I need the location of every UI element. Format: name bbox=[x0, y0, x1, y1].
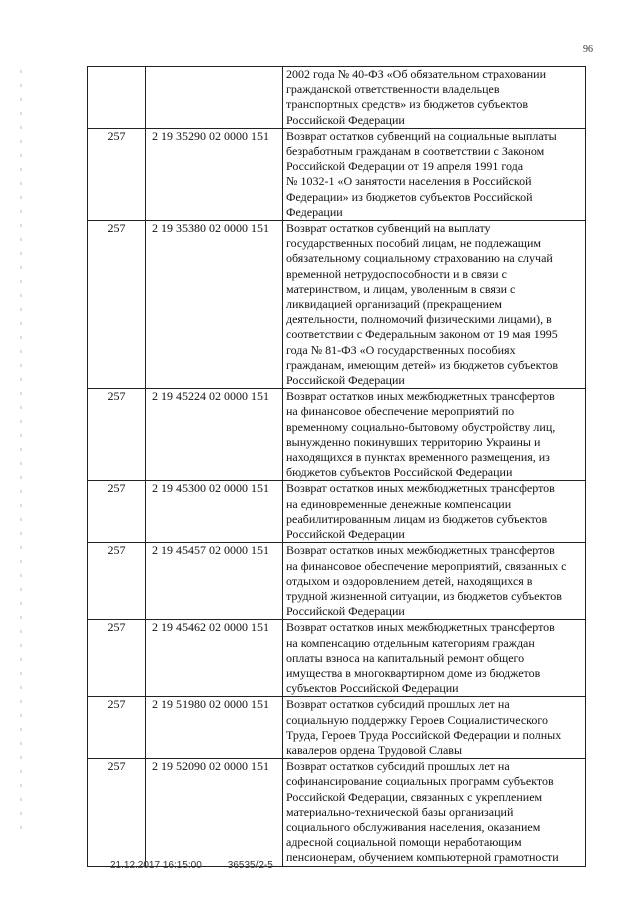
table-row bbox=[88, 389, 586, 481]
description-cell bbox=[283, 389, 586, 481]
description-line: обязательному социальному страхованию на случай bbox=[286, 251, 553, 266]
description-cell bbox=[283, 620, 586, 697]
description-line: на единовременные денежные компенсации bbox=[286, 496, 512, 511]
description-line: ликвидацией организаций (прекращением bbox=[286, 297, 503, 312]
description-line: Возврат остатков субсидий прошлых лет на bbox=[286, 759, 510, 774]
table-row bbox=[88, 481, 586, 543]
table-row bbox=[88, 759, 586, 866]
description-line: соответствии с Федеральным законом от 19 мая 1995 bbox=[286, 327, 558, 342]
description-line: вынужденно покинувших территорию Украины и bbox=[286, 434, 541, 449]
description-line: Федерации» из бюджетов субъектов Российской bbox=[286, 189, 533, 204]
description-line: Возврат остатков субвенций на социальные выплаты bbox=[286, 128, 557, 143]
description-line: кавалеров ордена Трудовой Славы bbox=[286, 742, 463, 757]
description-line: имущества в многоквартирном доме из бюджетов bbox=[286, 665, 541, 680]
admin-code-cell: 257 bbox=[88, 481, 146, 543]
table-row bbox=[88, 543, 586, 620]
description-line: на финансовое обеспечение мероприятий по bbox=[286, 404, 515, 419]
description-line: транспортных средств» из бюджетов субъектов bbox=[286, 97, 529, 112]
admin-code-cell: 257 bbox=[88, 697, 146, 759]
description-cell bbox=[283, 697, 586, 759]
description-cell bbox=[283, 543, 586, 620]
budget-code-cell: 2 19 51980 02 0000 151 bbox=[146, 697, 283, 759]
admin-code-cell: 257 bbox=[88, 759, 146, 866]
admin-code-cell bbox=[88, 67, 146, 129]
budget-code-cell: 2 19 35290 02 0000 151 bbox=[146, 128, 283, 220]
description-line: трудной жизненной ситуации, из бюджетов субъектов bbox=[286, 588, 562, 603]
description-line: года № 81-ФЗ «О государственных пособиях bbox=[286, 342, 516, 357]
description-line: Российской Федерации bbox=[286, 604, 405, 619]
description-line: Труда, Героев Труда Российской Федерации и полных bbox=[286, 727, 562, 742]
description-line: безработным гражданам в соответствии с Законом bbox=[286, 144, 545, 159]
footer-timestamp: 21.12.2017 16:15:00 bbox=[110, 860, 202, 871]
description-line: материально-технической базы организаций bbox=[286, 804, 514, 819]
description-line: на финансовое обеспечение мероприятий, связанных с bbox=[286, 558, 567, 573]
description-line: 2002 года № 40-ФЗ «Об обязательном страховании bbox=[286, 67, 547, 81]
description-line: Возврат остатков иных межбюджетных трансфертов bbox=[286, 389, 555, 404]
description-line: Российской Федерации, связанных с укреплением bbox=[286, 789, 543, 804]
page-number: 96 bbox=[583, 44, 593, 55]
description-cell bbox=[283, 759, 586, 866]
description-line: Возврат остатков субсидий прошлых лет на bbox=[286, 697, 510, 712]
scan-edge-artifact bbox=[20, 70, 22, 830]
budget-code-cell: 2 19 52090 02 0000 151 bbox=[146, 759, 283, 866]
description-line: Возврат остатков иных межбюджетных трансфертов bbox=[286, 481, 555, 496]
description-line: находящихся в пунктах временного размещения, из bbox=[286, 450, 550, 465]
description-line: временному социально-бытовому обустройству лиц, bbox=[286, 419, 556, 434]
description-cell bbox=[283, 481, 586, 543]
description-cell bbox=[283, 128, 586, 220]
description-line: на компенсацию отдельным категориям граждан bbox=[286, 635, 535, 650]
table-row bbox=[88, 128, 586, 220]
description-line: временной нетрудоспособности и в связи с bbox=[286, 266, 507, 281]
budget-code-cell bbox=[146, 67, 283, 129]
description-line: Российской Федерации от 19 апреля 1991 года bbox=[286, 159, 524, 174]
admin-code-cell: 257 bbox=[88, 128, 146, 220]
description-line: пенсионерам, обучением компьютерной грамотности bbox=[286, 850, 559, 865]
admin-code-cell: 257 bbox=[88, 389, 146, 481]
description-line: социальную поддержку Героев Социалистического bbox=[286, 712, 549, 727]
description-line: оплаты взноса на капитальный ремонт общего bbox=[286, 650, 525, 665]
admin-code-cell: 257 bbox=[88, 620, 146, 697]
footer-document-id: 36535/2-5 bbox=[227, 860, 273, 871]
description-cell bbox=[283, 221, 586, 389]
description-line: Российской Федерации bbox=[286, 373, 405, 388]
description-line: софинансирование социальных программ субъектов bbox=[286, 774, 554, 789]
description-line: Возврат остатков субвенций на выплату bbox=[286, 221, 491, 236]
budget-code-cell: 2 19 45224 02 0000 151 bbox=[146, 389, 283, 481]
table-row bbox=[88, 697, 586, 759]
description-line: гражданской ответственности владельцев bbox=[286, 82, 500, 97]
description-line: материнством, и лицам, уволенным в связи с bbox=[286, 281, 516, 296]
description-cell bbox=[283, 67, 586, 129]
table-row bbox=[88, 67, 586, 129]
table-row bbox=[88, 620, 586, 697]
description-line: деятельности, полномочий физическими лицами), в bbox=[286, 312, 552, 327]
budget-code-cell: 2 19 45300 02 0000 151 bbox=[146, 481, 283, 543]
table-row bbox=[88, 221, 586, 389]
budget-code-cell: 2 19 45457 02 0000 151 bbox=[146, 543, 283, 620]
admin-code-cell: 257 bbox=[88, 221, 146, 389]
description-line: Возврат остатков иных межбюджетных трансфертов bbox=[286, 620, 555, 635]
description-line: гражданам, имеющим детей» из бюджетов субъектов bbox=[286, 357, 559, 372]
description-line: бюджетов субъектов Российской Федерации bbox=[286, 465, 513, 480]
description-line: отдыхом и оздоровлением детей, находящихся в bbox=[286, 573, 533, 588]
table-body bbox=[88, 67, 586, 867]
description-line: адресной социальной помощи неработающим bbox=[286, 835, 522, 850]
budget-code-cell: 2 19 35380 02 0000 151 bbox=[146, 221, 283, 389]
description-line: государственных пособий лицам, не подлежащим bbox=[286, 236, 542, 251]
description-line: Возврат остатков иных межбюджетных трансфертов bbox=[286, 543, 555, 558]
description-line: реабилитированным лицам из бюджетов субъектов bbox=[286, 511, 548, 526]
admin-code-cell: 257 bbox=[88, 543, 146, 620]
footer bbox=[110, 860, 273, 871]
description-line: социального обслуживания населения, оказанием bbox=[286, 819, 541, 834]
description-line: Российской Федерации bbox=[286, 112, 405, 127]
description-line: субъектов Российской Федерации bbox=[286, 681, 459, 696]
description-line: Федерации bbox=[286, 204, 343, 219]
budget-codes-table bbox=[87, 66, 586, 867]
description-line: № 1032-1 «О занятости населения в Российской bbox=[286, 174, 532, 189]
budget-code-cell: 2 19 45462 02 0000 151 bbox=[146, 620, 283, 697]
description-line: Российской Федерации bbox=[286, 527, 405, 542]
